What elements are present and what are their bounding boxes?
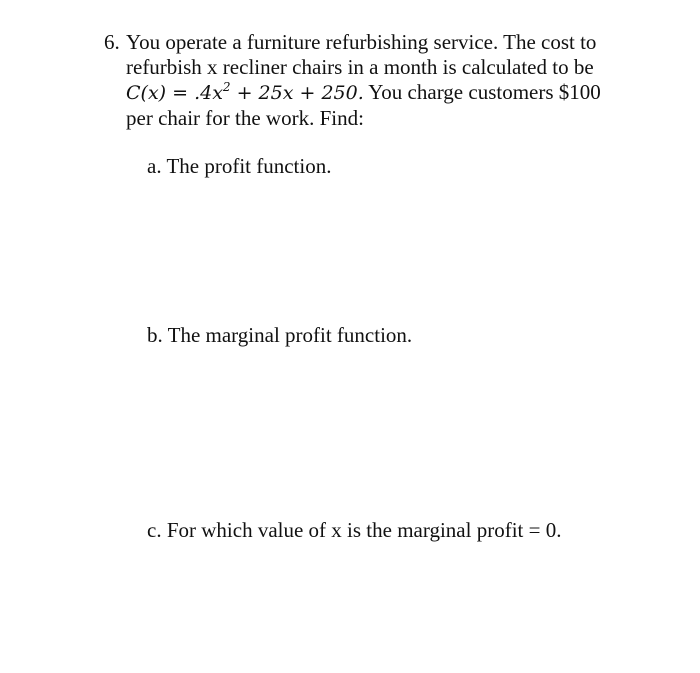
problem-number: 6. — [104, 30, 120, 54]
statement-line-3-tail: You charge customers $100 — [363, 80, 601, 104]
statement-line-1: You operate a furniture refurbishing service. The cost to — [126, 30, 597, 54]
statement-line-2: refurbish x recliner chairs in a month is calculated to be — [126, 55, 594, 79]
formula-lhs: C(x) — [126, 82, 167, 104]
part-a: a. The profit function. — [147, 154, 332, 178]
formula-rest: + 25x + 250. — [230, 82, 364, 104]
statement-line-3 — [126, 80, 664, 106]
formula-term1: .4x — [194, 82, 223, 104]
part-b: b. The marginal profit function. — [147, 323, 413, 347]
formula-exponent: 2 — [222, 80, 231, 94]
formula-equals: = — [166, 82, 195, 104]
statement-line-4: per chair for the work. Find: — [126, 106, 364, 130]
problem-statement — [126, 30, 664, 131]
part-c: c. For which value of x is the marginal profit = 0. — [147, 518, 562, 542]
problem-6 — [104, 30, 664, 131]
cost-formula — [126, 82, 364, 104]
